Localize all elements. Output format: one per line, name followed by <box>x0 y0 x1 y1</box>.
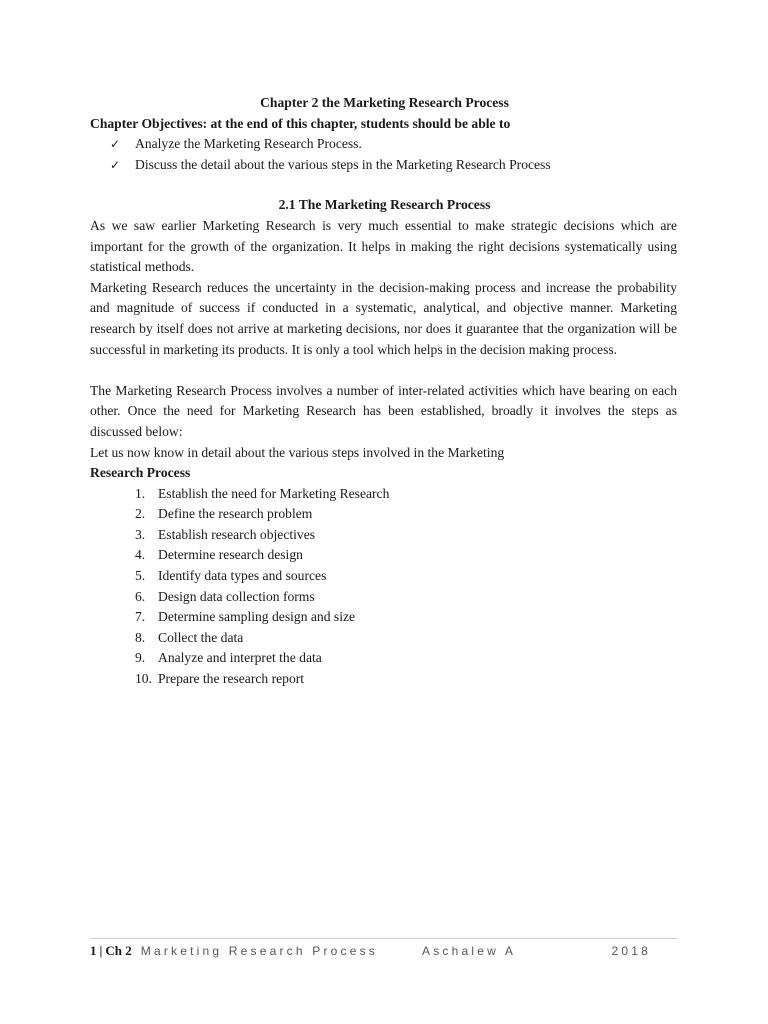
list-item <box>135 669 677 690</box>
step-text: Define the research problem <box>158 506 313 522</box>
footer-title: Marketing Research Process <box>140 944 379 958</box>
step-number: 9. <box>135 650 146 666</box>
objective-item <box>110 155 677 176</box>
document-page <box>90 93 677 690</box>
paragraph-uncertainty: Marketing Research reduces the uncertainty in the decision-making process and increase the probability and magnitude of success if conducted in a systematic, analytical, and objective manner. Marketing research by itself does not arrive at marketing decisions, nor does it guarantee that the organization will be successful in marketing its products. It is only a tool which helps in the decision making process. <box>90 279 677 357</box>
objective-text: Discuss the detail about the various steps in the Marketing Research Process <box>135 156 551 172</box>
step-text: Analyze and interpret the data <box>158 650 322 666</box>
objectives-list <box>90 134 677 175</box>
check-mark-icon: ✓ <box>110 137 121 152</box>
paragraph-process: The Marketing Research Process involves a number of inter-related activities which have bearing on each other. Once the need for Marketing Research has been established, broadly it involves the steps as discussed below: <box>90 382 677 439</box>
list-item <box>135 587 677 608</box>
page-footer <box>90 938 677 959</box>
footer-author: Aschalew A <box>422 944 517 958</box>
step-number: 7. <box>135 609 146 625</box>
footer-year: 2018 <box>611 944 651 958</box>
step-number: 3. <box>135 526 146 542</box>
step-number: 6. <box>135 588 146 604</box>
step-number: 5. <box>135 568 146 584</box>
list-item <box>135 525 677 546</box>
check-mark-icon: ✓ <box>110 157 121 172</box>
step-text: Determine sampling design and size <box>158 609 356 625</box>
step-number: 4. <box>135 547 146 563</box>
chapter-title: Chapter 2 the Marketing Research Process <box>260 95 509 110</box>
steps-list <box>90 484 677 690</box>
objective-text: Analyze the Marketing Research Process. <box>135 136 362 152</box>
list-item <box>135 566 677 587</box>
paragraph-steps-intro: Let us now know in detail about the various steps involved in the Marketing <box>90 444 505 460</box>
step-text: Prepare the research report <box>158 671 305 687</box>
section-title: 2.1 The Marketing Research Process <box>278 197 491 213</box>
step-text: Establish research objectives <box>158 526 316 542</box>
page-number: 1 <box>90 943 97 958</box>
step-number: 2. <box>135 506 146 522</box>
step-text: Establish the need for Marketing Research <box>158 485 390 501</box>
objectives-heading: Chapter Objectives: at the end of this chapter, students should be able to <box>90 115 511 131</box>
step-text: Collect the data <box>158 629 244 645</box>
paragraph-intro: As we saw earlier Marketing Research is very much essential to make strategic decisions which are important for the growth of the organization. It helps in making the right decisions systematically using statistical methods. <box>90 217 677 275</box>
steps-heading: Research Process <box>90 465 191 481</box>
objective-item <box>110 134 677 155</box>
list-item <box>135 628 677 649</box>
step-text: Determine research design <box>158 547 303 563</box>
list-item <box>135 607 677 628</box>
step-number: 1. <box>135 485 146 501</box>
footer-chapter: Ch 2 <box>105 943 132 958</box>
list-item <box>135 504 677 525</box>
step-number: 8. <box>135 629 146 645</box>
step-text: Identify data types and sources <box>158 568 327 584</box>
step-text: Design data collection forms <box>158 588 315 604</box>
footer-separator: | <box>99 943 103 958</box>
list-item <box>135 648 677 669</box>
list-item <box>135 484 677 505</box>
step-number: 10. <box>135 671 152 687</box>
list-item <box>135 545 677 566</box>
